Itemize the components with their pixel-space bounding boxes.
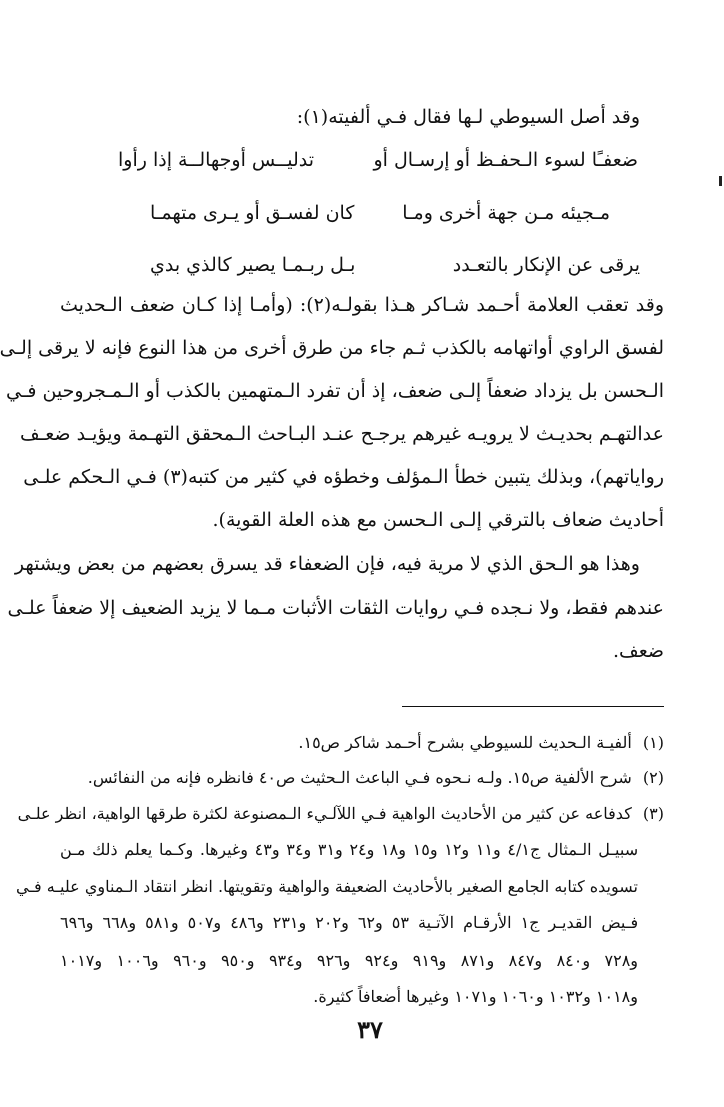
- intro-line: وقد أصل السيوطي لـها فقال فـي ألفيته(١):: [296, 106, 640, 128]
- footnote-text: شرح الألفية ص١٥. ولـه نـحوه فـي الباعث الـحثيث ص٤٠ فانظره فإنه من النفائس.: [87, 768, 632, 787]
- verse-second-hemistich: كان لفسـق أو يـرى متهمـا: [150, 202, 355, 224]
- verse-second-hemistich: تدليــس أوجهالــة إذا رأوا: [118, 149, 315, 171]
- footnote-text: كدفاعه عن كثير من الأحاديث الواهية فـي اللآلـيء الـمصنوعة لكثرة طرقها الواهية، انظر علـى: [17, 804, 632, 823]
- footnote-number: (٢): [642, 768, 664, 787]
- paragraph-line: وقد تعقب العلامة أحـمد شـاكر هـذا بقولـه(٢): (وأمـا إذا كـان ضعف الـحديث: [60, 294, 664, 316]
- paragraph-line: لفسق الراوي أواتهامه بالكذب ثـم جاء من طرق أخرى من هذا النوع فإنه لا يرقى إلـى: [0, 337, 664, 359]
- paragraph-line: عدالتهـم بحديـث لا يرويـه غيرهم يرجـح عنـد البـاحث الـمحقق التهـمة ويؤيـد ضعـف: [20, 423, 664, 445]
- paragraph-line: أحاديث ضعاف بالترقي إلـى الـحسن مع هذه العلة القوية).: [212, 509, 664, 531]
- verse-first-hemistich: ضعفـًا لسوء الـحفـظ أو إرسـال أو: [373, 149, 638, 171]
- footnote-number: (١): [642, 733, 664, 752]
- footnote-line: و١٠١٨ و١٠٣٢ و١٠٦٠ و١٠٧١ وغيرها أضعافاً كثيرة.: [313, 987, 638, 1006]
- footnote-line: تسويده كتابه الجامع الصغير بالأحاديث الضعيفة والواهية وتقويتها. انظر انتقاد الـمناوي عليـه فـي: [16, 877, 638, 896]
- paragraph-line: الـحسن بل يزداد ضعفاً إلـى ضعف، إذ أن تفرد الـمتهمين بالكذب أو الـمـجروحين فـي: [5, 380, 664, 402]
- footnote-text: ألفيـة الـحديث للسيوطي بشرح أحـمد شاكر ص١٥.: [298, 733, 632, 752]
- footnote-1: [60, 731, 664, 755]
- page-number: ٣٧: [357, 1015, 383, 1044]
- verse-first-hemistich: يرقى عن الإنكار بالتعـدد: [452, 254, 640, 276]
- paragraph-line: ضعف.: [612, 640, 664, 662]
- footnote-3: [17, 802, 664, 826]
- verse-second-hemistich: بـل ربـمـا يصير كالذي بدي: [150, 254, 356, 276]
- footnote-number: (٣): [642, 804, 664, 823]
- verse-first-hemistich: مـجيئه مـن جهة أخرى ومـا: [402, 202, 610, 224]
- footnote-line: فـيض القديـر ج١ الأرقـام الآتـية ٥٣ و٦٢ و٢٠٢ و٢٣١ و٤٨٦ و٥٠٧ و٥٨١ و٦٦٨ و٦٩٦: [60, 913, 639, 932]
- paragraph-line: وهذا هو الـحق الذي لا مرية فيه، فإن الضعفاء قد يسرق بعضهم من بعض ويشتهر: [14, 553, 640, 575]
- footnote-separator: [402, 706, 664, 707]
- footnote-2: [60, 766, 664, 790]
- paragraph-line: عندهم فقط، ولا نـجده فـي روايات الثقات الأثبات مـما لا يزيد الضعيف إلا ضعفاً علـى: [7, 597, 664, 619]
- footnote-line: و٧٢٨ و٨٤٠ و٨٤٧ و٨٧١ و٩١٩ و٩٢٤ و٩٢٦ و٩٣٤ و٩٥٠ و٩٦٠ و١٠٠٦ و١٠١٧: [60, 951, 639, 970]
- paragraph-line: رواياتهم)، وبذلك يتبين خطأ الـمؤلف وخطؤه في كثير من كتبه(٣) فـي الـحكم علـى: [23, 466, 664, 488]
- footnote-line: سبيـل الـمثال ج٤/١ و١١ و١٢ و١٥ و١٨ و٢٤ و٣١ و٣٤ و٤٣ وغيرها. وكـما يعلم ذلك مـن: [60, 840, 639, 859]
- scan-mark: [719, 176, 722, 186]
